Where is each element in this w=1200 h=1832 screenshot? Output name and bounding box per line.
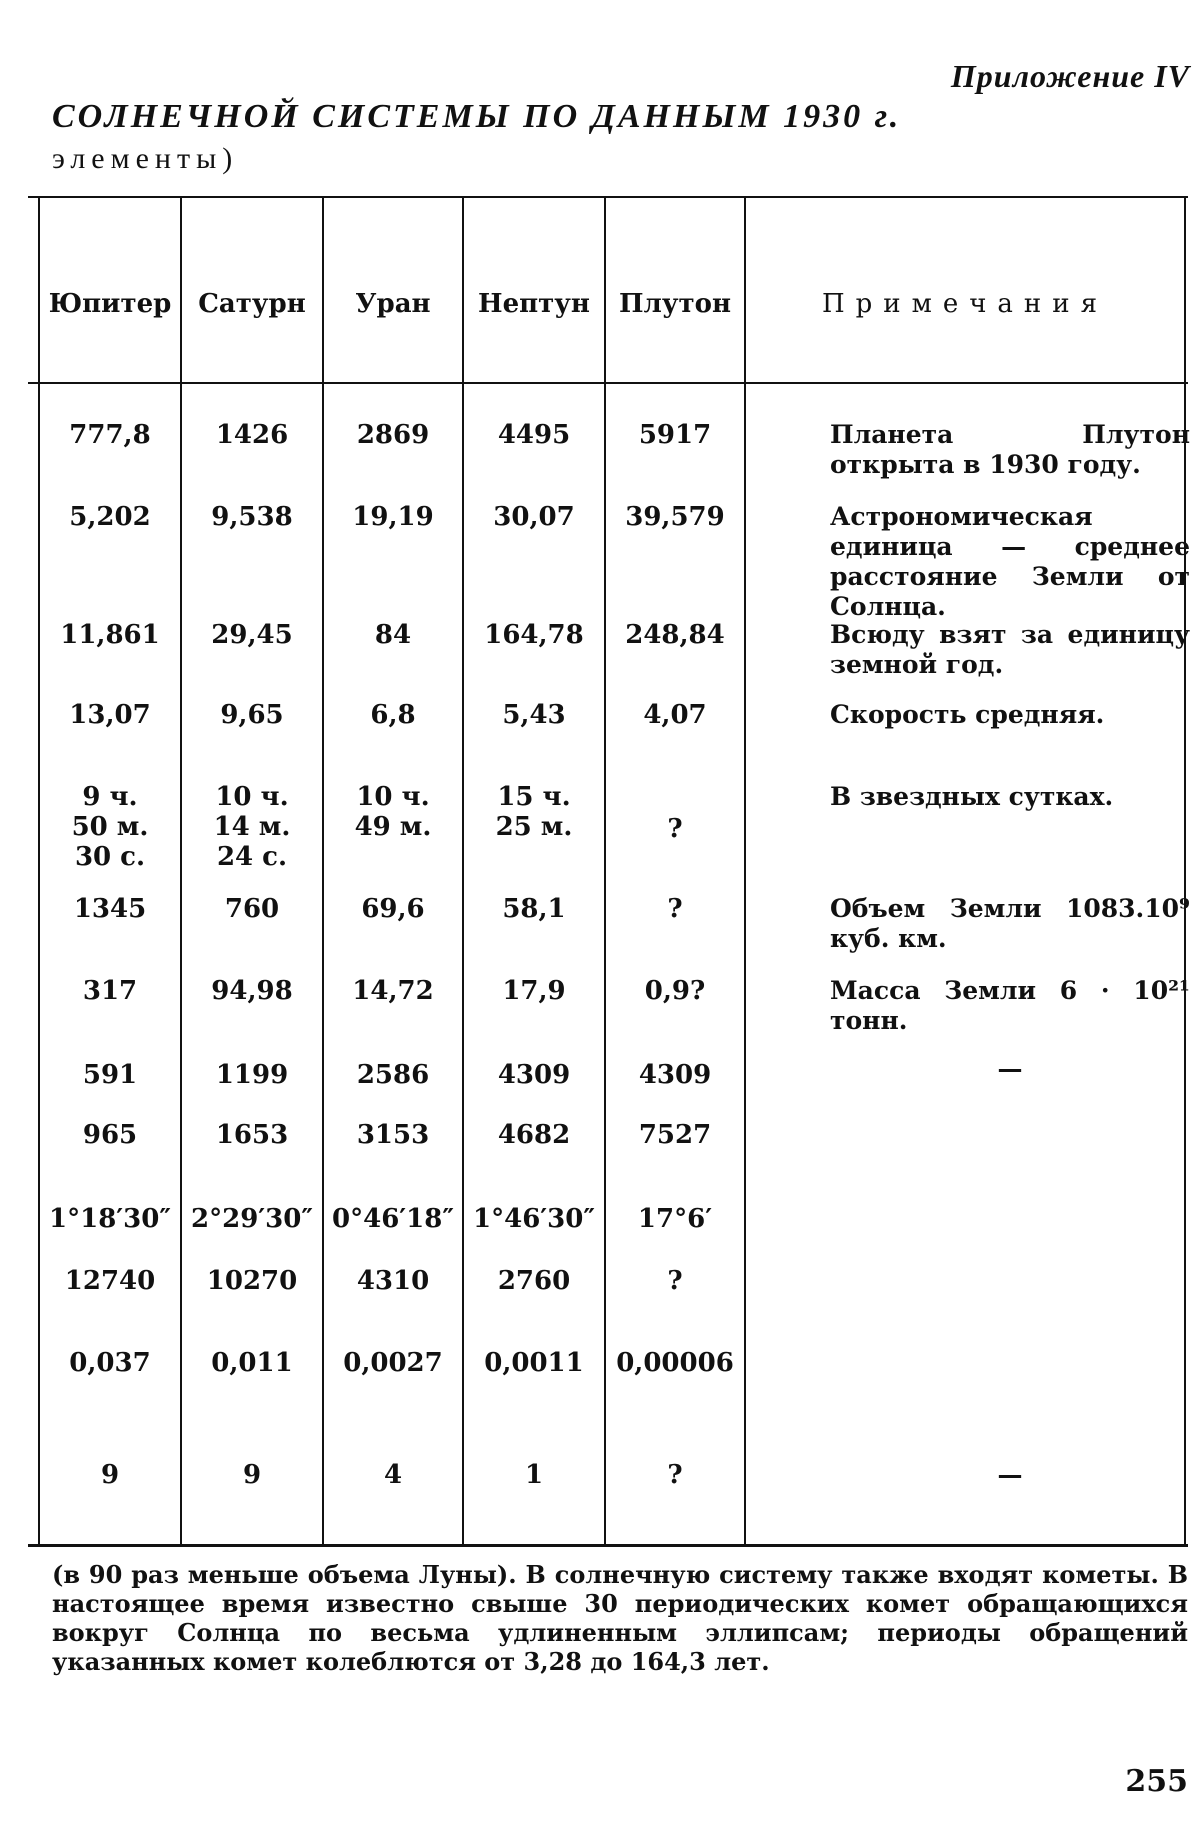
column-divider bbox=[322, 196, 324, 1546]
table-cell: 4309 bbox=[638, 1060, 712, 1090]
table-cell: ? bbox=[667, 1460, 683, 1490]
table-cell: 2°29′30″ bbox=[191, 1204, 313, 1234]
table-bottom-rule bbox=[28, 1544, 1188, 1547]
table-cell: 5,43 bbox=[502, 700, 566, 730]
column-header-saturn: Сатурн bbox=[198, 289, 306, 319]
table-cell: 9 ч. 50 м. 30 с. bbox=[71, 782, 149, 872]
appendix-label: Приложение IV bbox=[950, 58, 1190, 94]
table-note: Астрономическая единица — среднее расстояние Земли от Солнца. bbox=[830, 502, 1190, 621]
planet-table bbox=[28, 196, 1188, 1556]
table-note: Масса Земли 6 · 10²¹ тонн. bbox=[830, 976, 1190, 1035]
table-cell: 965 bbox=[82, 1120, 138, 1150]
table-cell: 58,1 bbox=[502, 894, 566, 924]
table-cell: 2869 bbox=[356, 420, 430, 450]
table-cell: 10 ч. 14 м. 24 с. bbox=[213, 782, 291, 872]
table-cell: 2586 bbox=[356, 1060, 430, 1090]
table-cell: 29,45 bbox=[211, 620, 293, 650]
table-cell: 0°46′18″ bbox=[332, 1204, 454, 1234]
table-cell: 30,07 bbox=[493, 502, 575, 532]
table-cell: 10270 bbox=[206, 1266, 298, 1296]
table-cell: 1°18′30″ bbox=[49, 1204, 171, 1234]
table-cell: 317 bbox=[82, 976, 138, 1006]
table-note: — bbox=[997, 1460, 1023, 1489]
table-cell: 9,65 bbox=[220, 700, 284, 730]
table-cell: 1 bbox=[524, 1460, 544, 1490]
page-subtitle: элементы) bbox=[52, 142, 239, 175]
column-header-neptune: Нептун bbox=[478, 289, 590, 319]
page-title: СОЛНЕЧНОЙ СИСТЕМЫ ПО ДАННЫМ 1930 г. bbox=[52, 98, 902, 135]
table-cell: 2760 bbox=[497, 1266, 571, 1296]
table-cell: 0,00006 bbox=[616, 1348, 734, 1378]
table-cell: 39,579 bbox=[625, 502, 725, 532]
table-cell: 7527 bbox=[638, 1120, 712, 1150]
table-cell: 4310 bbox=[356, 1266, 430, 1296]
table-cell: 17°6′ bbox=[637, 1204, 713, 1234]
table-note: В звездных сутках. bbox=[830, 782, 1114, 811]
table-cell: 19,19 bbox=[352, 502, 434, 532]
table-cell: 11,861 bbox=[60, 620, 160, 650]
column-header-pluto: Плутон bbox=[618, 289, 731, 319]
table-cell: 760 bbox=[224, 894, 280, 924]
table-cell: 4682 bbox=[497, 1120, 571, 1150]
table-cell: 9 bbox=[242, 1460, 262, 1490]
table-cell: 591 bbox=[82, 1060, 138, 1090]
table-cell: 0,011 bbox=[211, 1348, 293, 1378]
table-cell: 4,07 bbox=[643, 700, 707, 730]
column-header-notes: Примечания bbox=[821, 289, 1108, 319]
table-cell: 12740 bbox=[64, 1266, 156, 1296]
table-cell: 3153 bbox=[356, 1120, 430, 1150]
table-cell: 0,037 bbox=[69, 1348, 151, 1378]
table-top-rule bbox=[28, 196, 1188, 198]
table-cell: 1653 bbox=[215, 1120, 289, 1150]
table-cell: 5917 bbox=[638, 420, 712, 450]
column-header-jupiter: Юпитер bbox=[48, 289, 172, 319]
table-cell: 9 bbox=[100, 1460, 120, 1490]
table-cell: 13,07 bbox=[69, 700, 151, 730]
table-cell: 4 bbox=[383, 1460, 403, 1490]
table-cell: 4309 bbox=[497, 1060, 571, 1090]
table-cell: 10 ч. 49 м. bbox=[354, 782, 432, 842]
table-note: Объем Земли 1083.10⁹ куб. км. bbox=[830, 894, 1190, 953]
table-cell: 9,538 bbox=[211, 502, 293, 532]
table-cell: 1199 bbox=[215, 1060, 289, 1090]
table-cell: 15 ч. 25 м. bbox=[495, 782, 573, 842]
page-number: 255 bbox=[1125, 1764, 1188, 1799]
table-cell: 6,8 bbox=[370, 700, 416, 730]
table-cell: 1426 bbox=[215, 420, 289, 450]
table-note: — bbox=[997, 1054, 1023, 1083]
table-cell: 248,84 bbox=[625, 620, 725, 650]
column-divider bbox=[462, 196, 464, 1546]
table-cell: 1°46′30″ bbox=[473, 1204, 595, 1234]
table-cell: 5,202 bbox=[69, 502, 151, 532]
table-cell: 164,78 bbox=[484, 620, 584, 650]
table-cell: 1345 bbox=[73, 894, 147, 924]
table-right-rule bbox=[1184, 196, 1186, 1546]
table-cell: ? bbox=[667, 1266, 683, 1296]
table-note: Планета Плутон открыта в 1930 году. bbox=[830, 420, 1190, 479]
table-cell: 69,6 bbox=[361, 894, 425, 924]
table-cell: 0,0027 bbox=[343, 1348, 443, 1378]
table-cell: 4495 bbox=[497, 420, 571, 450]
table-cell: 17,9 bbox=[502, 976, 566, 1006]
table-cell: ? bbox=[667, 814, 683, 844]
table-note: Скорость средняя. bbox=[830, 700, 1105, 729]
column-divider bbox=[604, 196, 606, 1546]
table-note: Всюду взят за единицу земной год. bbox=[830, 620, 1190, 679]
column-divider bbox=[744, 196, 746, 1546]
table-cell: 14,72 bbox=[352, 976, 434, 1006]
table-header-rule bbox=[28, 382, 1188, 384]
table-cell: 777,8 bbox=[69, 420, 151, 450]
table-cell: 0,0011 bbox=[484, 1348, 584, 1378]
column-header-uranus: Уран bbox=[355, 289, 431, 319]
table-cell: 0,9? bbox=[644, 976, 706, 1006]
table-cell: ? bbox=[667, 894, 683, 924]
footer-text: (в 90 раз меньше объема Луны). В солнечную систему также входят кометы. В настоящее время известно свыше 30 периодических комет обращающихся вокруг Солнца по весьма удлиненным эллипсам; периоды обращений указанных комет колеблются от 3,28 до 164,3 лет. bbox=[52, 1560, 1188, 1676]
table-cell: 94,98 bbox=[211, 976, 293, 1006]
table-cell: 84 bbox=[374, 620, 412, 650]
